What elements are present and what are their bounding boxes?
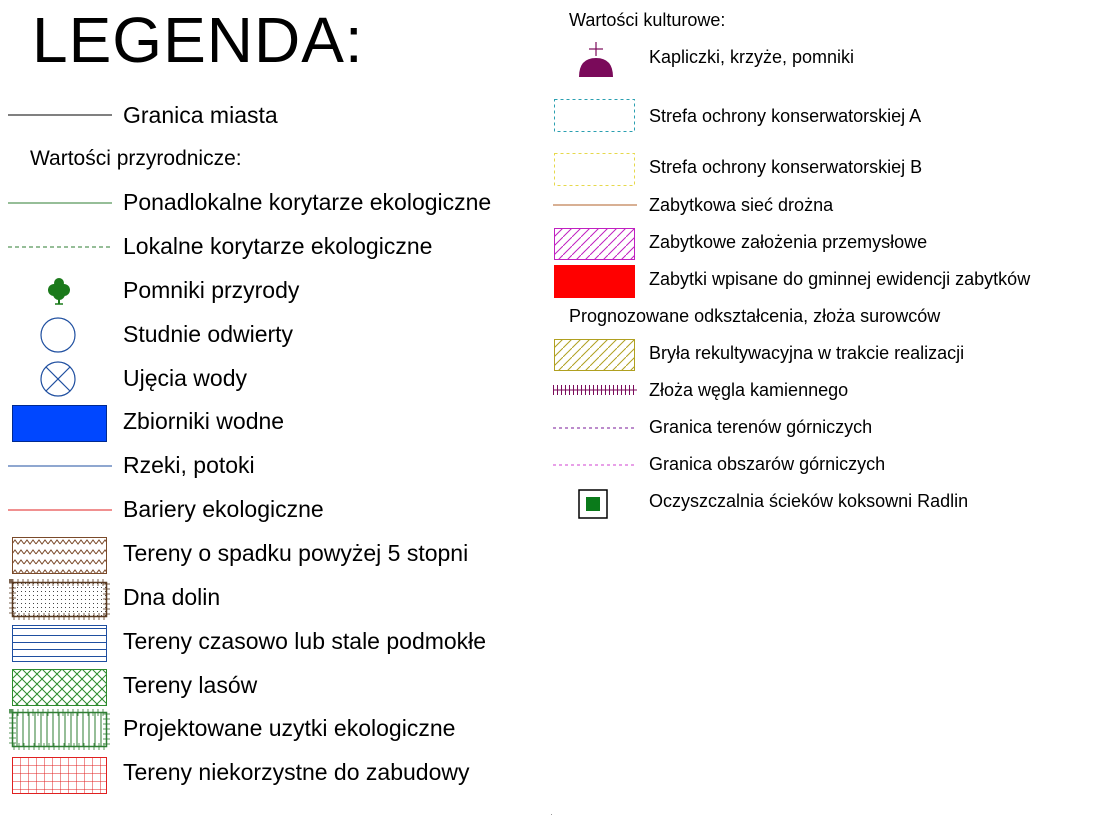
dashed-green-line-icon xyxy=(8,244,112,250)
legend-label-tereny-gornicze: Granica terenów górniczych xyxy=(649,417,873,437)
solid-red-line-icon xyxy=(8,507,112,513)
stray-dot xyxy=(551,814,552,815)
blue-fill-rect-icon xyxy=(12,405,107,442)
zigzag-hatch-rect-icon xyxy=(12,537,107,574)
solid-green-line-icon xyxy=(8,200,112,206)
green-square-icon xyxy=(578,489,608,519)
chapel-icon xyxy=(577,40,615,80)
section-title-przyrodnicze: Wartości przyrodnicze: xyxy=(30,147,242,170)
city-boundary-line-icon xyxy=(8,112,112,118)
legend-label-strefa-b: Strefa ochrony konserwatorskiej B xyxy=(649,157,923,177)
dashed-purple-line-icon xyxy=(553,425,637,431)
legend-label-oczyszczalnia: Oczyszczalnia ścieków koksowni Radlin xyxy=(649,491,969,511)
legend-label-dna-dolin: Dna dolin xyxy=(123,584,221,610)
legend-label-bariery: Bariery ekologiczne xyxy=(123,496,324,522)
legend-label-siec-drozna: Zabytkowa sieć drożna xyxy=(649,195,834,215)
legend-label-uzytki: Projektowane uzytki ekologiczne xyxy=(123,715,456,741)
red-fill-rect-icon xyxy=(554,265,635,298)
crosshatch-rect-icon xyxy=(12,669,107,706)
legend-label-bryla: Bryła rekultywacyjna w trakcie realizacji xyxy=(649,343,965,363)
legend-title: LEGENDA: xyxy=(32,4,364,76)
vertical-lines-rect-icon xyxy=(8,708,111,751)
tick-line-icon xyxy=(553,383,637,397)
solid-brown-line-icon xyxy=(553,202,637,208)
dashed-yellow-rect-icon xyxy=(554,153,635,186)
legend-label-kapliczki: Kapliczki, krzyże, pomniki xyxy=(649,47,855,67)
magenta-hatch-rect-icon xyxy=(554,228,635,260)
legend-label-zabytki-gminne: Zabytki wpisane do gminnej ewidencji zabytków xyxy=(649,269,1031,289)
grid-rect-icon xyxy=(12,757,107,794)
legend-label-studnie: Studnie odwierty xyxy=(123,321,294,347)
legend-label-zbiorniki: Zbiorniki wodne xyxy=(123,408,285,434)
legend-label-obszary-gornicze: Granica obszarów górniczych xyxy=(649,454,886,474)
solid-blue-line-icon xyxy=(8,463,112,469)
legend-label-zalozenia: Zabytkowe założenia przemysłowe xyxy=(649,232,928,252)
legend-label-lasy: Tereny lasów xyxy=(123,672,258,698)
olive-hatch-rect-icon xyxy=(554,339,635,371)
legend-label-ujecia-wody: Ujęcia wody xyxy=(123,365,247,391)
crossed-circle-icon xyxy=(39,360,77,398)
tree-icon xyxy=(44,275,74,307)
legend-label-podmokle: Tereny czasowo lub stale podmokłe xyxy=(123,628,487,654)
legend-label-pomniki-przyrody: Pomniki przyrody xyxy=(123,277,300,303)
legend-label-lokalne: Lokalne korytarze ekologiczne xyxy=(123,233,433,259)
section-title-prognozowane: Prognozowane odkształcenia, złoża surowców xyxy=(569,306,941,326)
legend-label-zloza-wegla: Złoża węgla kamiennego xyxy=(649,380,849,400)
dashed-magenta-line-icon xyxy=(553,462,637,468)
legend-label-rzeki: Rzeki, potoki xyxy=(123,452,255,478)
legend-label-granica-miasta: Granica miasta xyxy=(123,102,278,128)
legend-label-ponadlokalne: Ponadlokalne korytarze ekologiczne xyxy=(123,189,492,215)
circle-icon xyxy=(39,316,77,354)
legend-label-spadek: Tereny o spadku powyżej 5 stopni xyxy=(123,540,469,566)
legend-label-niekorzystne: Tereny niekorzystne do zabudowy xyxy=(123,759,470,785)
legend-label-strefa-a: Strefa ochrony konserwatorskiej A xyxy=(649,106,922,126)
section-title-kulturowe: Wartości kulturowe: xyxy=(569,10,726,30)
horizontal-lines-rect-icon xyxy=(12,625,107,662)
dotted-rect-icon xyxy=(8,578,111,621)
dashed-cyan-rect-icon xyxy=(554,99,635,132)
